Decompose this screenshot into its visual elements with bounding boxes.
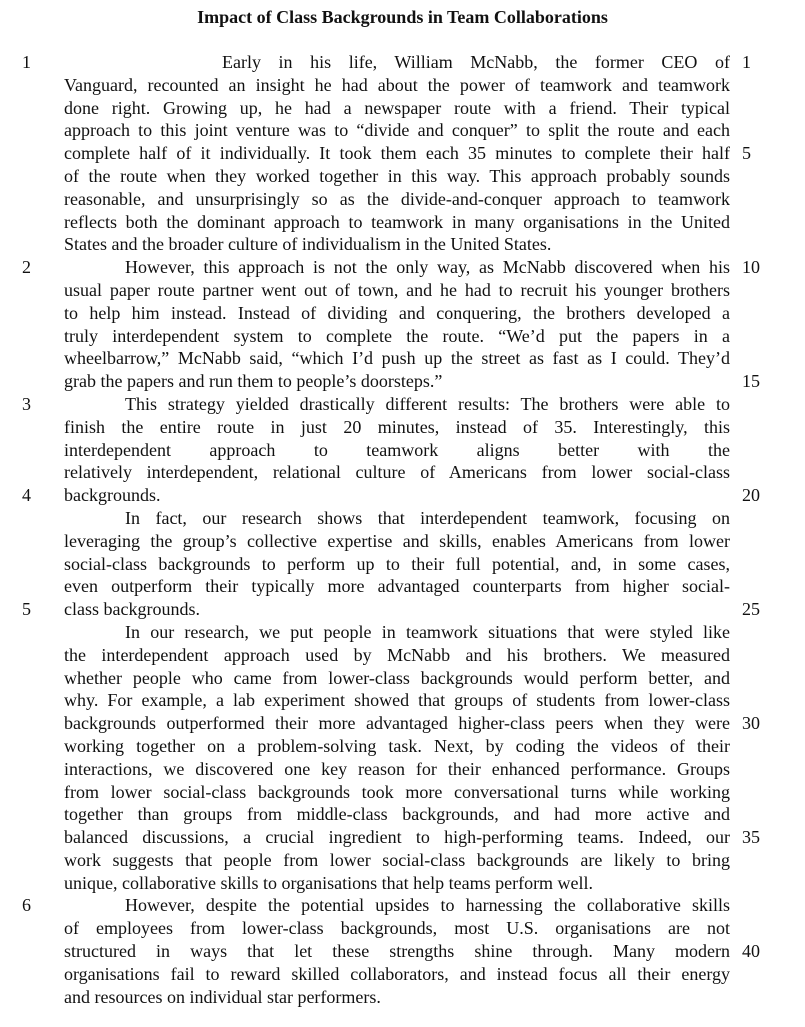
text-line: working together on a problem-solving task. Next, by coding the videos of their xyxy=(64,735,730,756)
line-number: 1 xyxy=(742,52,751,72)
text-line: from lower social-class backgrounds took more conversational turns while working xyxy=(64,781,730,802)
text-line: why. For example, a lab experiment showed that groups of students from lower-class xyxy=(64,690,730,711)
paragraph-number: 6 xyxy=(22,895,31,915)
text-line: complete half of it individually. It took them each 35 minutes to complete their half xyxy=(64,143,730,164)
text-line: interactions, we discovered one key reason for their enhanced performance. Groups xyxy=(64,758,730,779)
text-line: of the route when they worked together in this way. This approach probably sounds xyxy=(64,165,730,186)
text-line: reflects both the dominant approach to teamwork in many organisations in the United xyxy=(64,211,730,232)
text-line: done right. Growing up, he had a newspaper route with a friend. Their typical xyxy=(64,97,730,118)
text-line: even outperform their typically more advantaged counterparts from higher social- xyxy=(64,576,730,597)
text-line: together than groups from middle-class backgrounds, and had more active and xyxy=(64,804,730,825)
line-number: 40 xyxy=(742,941,760,961)
text-line: In our research, we put people in teamwork situations that were styled like xyxy=(125,621,730,642)
text-line: Vanguard, recounted an insight he had about the power of teamwork and teamwork xyxy=(64,74,730,95)
text-line: In fact, our research shows that interdependent teamwork, focusing on xyxy=(125,507,730,528)
line-number: 25 xyxy=(742,599,760,619)
text-line: social-class backgrounds to perform up to their full potential, and, in some cases, xyxy=(64,553,730,574)
page-title: Impact of Class Backgrounds in Team Collaborations xyxy=(197,7,608,27)
text-line: Early in his life, William McNabb, the former CEO of xyxy=(222,52,730,72)
text-line: to help him instead. Instead of dividing and conquering, the brothers developed a xyxy=(64,302,730,323)
text-line: usual paper route partner went out of town, and he had to recruit his younger brothers xyxy=(64,279,730,300)
text-line: work suggests that people from lower social-class backgrounds are likely to bring xyxy=(64,849,730,870)
text-line: balanced discussions, a crucial ingredient to high-performing teams. Indeed, our xyxy=(64,827,730,848)
line-number: 35 xyxy=(742,827,760,847)
text-line: backgrounds outperformed their more advantaged higher-class peers when they were xyxy=(64,713,730,734)
line-number: 5 xyxy=(742,143,751,163)
paragraph-number: 4 xyxy=(22,485,31,505)
line-number: 30 xyxy=(742,713,760,733)
text-line: However, despite the potential upsides to harnessing the collaborative skills xyxy=(125,895,730,916)
text-line: finish the entire route in just 20 minutes, instead of 35. Interestingly, this xyxy=(64,416,730,437)
text-line: organisations fail to reward skilled collaborators, and instead focus all their energy xyxy=(64,963,730,984)
paragraph-number: 1 xyxy=(22,52,31,72)
text-line: class backgrounds. xyxy=(64,599,200,620)
text-line: approach to this joint venture was to “divide and conquer” to split the route and each xyxy=(64,120,730,141)
text-line: truly interdependent system to complete the route. “We’d put the papers in a xyxy=(64,325,730,346)
text-line: However, this approach is not the only way, as McNabb discovered when his xyxy=(125,257,730,278)
text-line: unique, collaborative skills to organisations that help teams perform well. xyxy=(64,872,594,893)
text-line: This strategy yielded drastically different results: The brothers were able to xyxy=(125,393,730,414)
paragraph-number: 2 xyxy=(22,257,31,277)
text-line: relatively interdependent, relational culture of Americans from lower social-class xyxy=(64,462,730,483)
paragraph-number: 5 xyxy=(22,599,31,619)
line-number: 10 xyxy=(742,257,760,277)
body-text xyxy=(64,51,730,1008)
text-line: leveraging the group’s collective expertise and skills, enables Americans from lower xyxy=(64,530,730,551)
line-number: 15 xyxy=(742,371,760,391)
text-line: reasonable, and unsurprisingly so as the divide-and-conquer approach to teamwork xyxy=(64,188,730,209)
text-line: interdependent approach to teamwork aligns better with the xyxy=(64,439,730,460)
line-number: 20 xyxy=(742,485,760,505)
text-line: wheelbarrow,” McNabb said, “which I’d push up the street as fast as I could. They’d xyxy=(64,348,730,369)
text-line: of employees from lower-class backgrounds, most U.S. organisations are not xyxy=(64,918,730,939)
text-line: backgrounds. xyxy=(64,485,161,506)
text-line: States and the broader culture of individualism in the United States. xyxy=(64,234,552,255)
paragraph-number: 3 xyxy=(22,394,31,414)
text-line: and resources on individual star performers. xyxy=(64,986,381,1007)
text-line: the interdependent approach used by McNabb and his brothers. We measured xyxy=(64,644,730,665)
text-line: grab the papers and run them to people’s doorsteps.” xyxy=(64,371,443,392)
text-line: whether people who came from lower-class backgrounds would perform better, and xyxy=(64,667,730,688)
text-line: structured in ways that let these strengths shine through. Many modern xyxy=(64,941,730,962)
